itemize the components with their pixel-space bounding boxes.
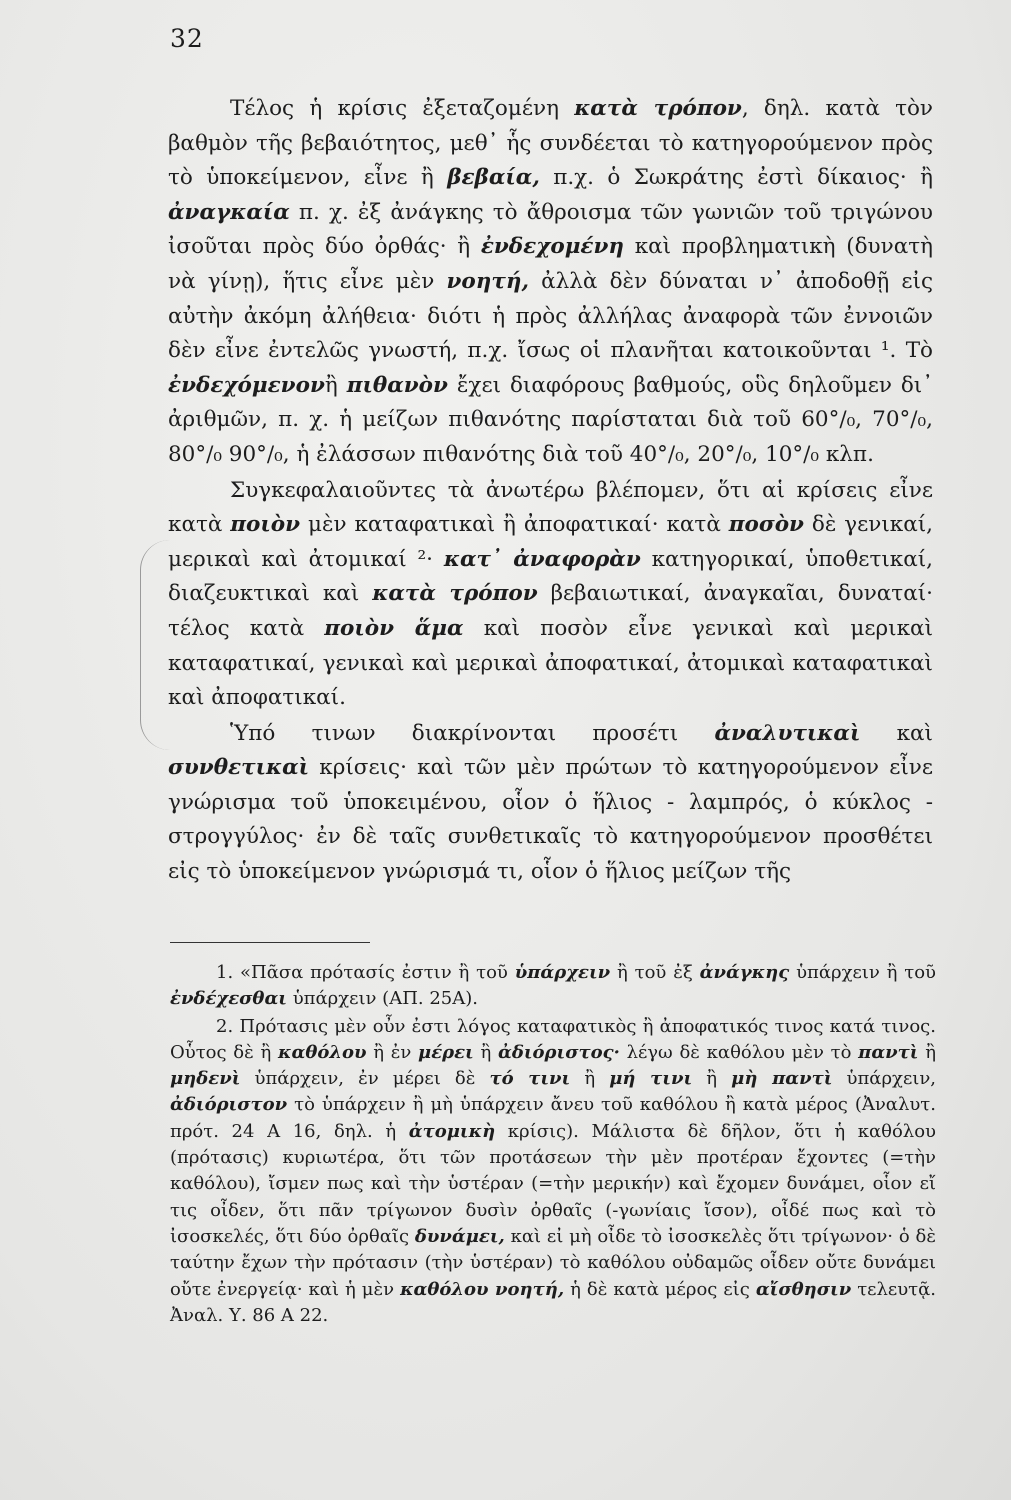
emphasis-term: κατὰ τρόπον xyxy=(372,581,538,607)
paragraph-summary xyxy=(168,474,933,716)
footnote-emphasis: αἴσθησιν xyxy=(755,1278,852,1300)
emphasis-term: ποιὸν xyxy=(230,512,301,538)
emphasis-term: πιθανὸν xyxy=(346,372,448,398)
page-number: 32 xyxy=(170,24,204,53)
footnote-divider xyxy=(170,942,370,943)
emphasis-term: νοητή, xyxy=(446,268,529,294)
footnote-emphasis: ὑπάρχειν xyxy=(514,962,611,983)
text-run: μὲν καταφατικαὶ ἢ ἀποφατικαί· κατὰ xyxy=(300,512,729,538)
footnotes xyxy=(170,960,936,1329)
text-run: ἢ xyxy=(324,372,347,398)
footnote-1 xyxy=(170,960,936,1013)
footnote-emphasis: δυνάμει, xyxy=(414,1225,505,1247)
emphasis-term: ἀναγκαία xyxy=(168,199,290,225)
footnote-emphasis: παντὶ xyxy=(858,1041,919,1063)
emphasis-term: ἐνδεχόμενον xyxy=(168,372,325,398)
footnote-text: ὑπάρχειν (ΑΠ. 25Α). xyxy=(287,988,478,1010)
footnote-text: ἢ xyxy=(570,1068,610,1090)
footnote-text: καὶ εἰ μὴ οἶδε τὸ ἰσοσκελὲς ὅτι τρίγωνον· ὁ δὲ ταύτην ἔχων τὴν πρότασιν (τὴν ὑστέραν) τὸ καθόλου οὐδαμῶς οἶδεν οὔτε δυνάμει οὔτε ἐνεργείᾳ· καὶ ἡ μὲν xyxy=(170,1225,936,1300)
text-run: π. χ. ἐξ ἀνάγκης τὸ ἄθροισμα τῶν γωνιῶν τοῦ τριγώνου ἰσοῦται πρὸς δύο ὀρθάς· ἢ xyxy=(168,199,933,260)
text-run: καὶ ποσὸν εἶνε γενικαὶ καὶ μερικαὶ καταφατικαί, γενικαὶ καὶ μερικαὶ ἀποφατικαί, ἀτομικαὶ καταφατικαὶ καὶ ἀποφατικαί. xyxy=(168,615,933,711)
emphasis-term: κατὰ τρόπον xyxy=(574,96,742,121)
text-run: κρίσεις· καὶ τῶν μὲν πρώτων τὸ κατηγορούμενον εἶνε γνώρισμα τοῦ ὑποκειμένου, οἷον ὁ ἥλιος - λαμπρός, ὁ κύκλος - στρογγύλος· ἐν δὲ ταῖς συνθετικαῖς τὸ κατηγορούμενον προσθέτει εἰς τὸ ὑποκείμενον γνώρισμά τι, οἷον ὁ ἥλιος μείζων τῆς xyxy=(168,755,933,885)
text-run: , δηλ. κατὰ τὸν βαθμὸν τῆς βεβαιότητος, μεθ᾽ ἧς συνδέεται τὸ κατηγορούμενον πρὸς τὸ ὑποκείμενον, εἶνε ἢ xyxy=(168,96,933,191)
footnote-text: λέγω δὲ καθόλου μὲν τὸ xyxy=(619,1041,859,1063)
footnote-emphasis: ἀνάγκης xyxy=(699,962,790,983)
text-run: Τέλος ἡ κρίσις ἐξεταζομένη xyxy=(230,96,575,121)
text-run: ἀλλὰ δὲν δύναται ν᾽ ἀποδοθῇ εἰς αὐτὴν ἀκόμη ἀλήθεια· διότι ἡ πρὸς ἀλλήλας ἀναφορὰ τῶν ἐννοιῶν δὲν εἶνε ἐντελῶς γνωστή, π.χ. ἴσως οἱ πλανῆται κατοικοῦνται ¹. Τὸ xyxy=(168,268,933,364)
footnote-2 xyxy=(170,1014,936,1330)
text-run: καὶ xyxy=(860,720,933,746)
footnote-emphasis: καθόλου νοητή, xyxy=(400,1278,565,1300)
footnote-emphasis: ἐνδέχεσθαι xyxy=(170,988,287,1010)
emphasis-term: ἀναλυτικαὶ xyxy=(714,720,861,746)
text-run: δὲ γενικαί, μερικαὶ καὶ ἀτομικαί ²· xyxy=(168,512,934,572)
footnote-text: ἢ xyxy=(918,1041,936,1063)
footnote-text: ἢ τοῦ ἐξ xyxy=(610,962,700,983)
text-run: βεβαιωτικαί, ἀναγκαῖαι, δυναταί· τέλος κατὰ xyxy=(168,581,933,641)
footnote-text: 1. «Πᾶσα πρότασίς ἐστιν ἢ τοῦ xyxy=(216,962,515,983)
footnote-text: τὸ ὑπάρχειν ἢ μὴ ὑπάρχειν ἄνευ τοῦ καθόλου ἢ κατὰ μέρος (Ἀναλυτ. πρότ. 24 Α 16, δηλ. ἡ xyxy=(170,1094,936,1142)
emphasis-term: ἐνδεχομένη xyxy=(480,234,625,260)
footnote-emphasis: μέρει xyxy=(418,1041,474,1063)
footnote-text: κρίσις). Μάλιστα δὲ δῆλον, ὅτι ἡ καθόλου (πρότασις) κυριωτέρα, ὅτι τῶν προτάσεων τὴν μὲν προτέραν ἔχοντες (=τὴν καθόλου), ἴσμεν πως καὶ τὴν ὑστέραν (=τὴν μερικήν) καὶ ἔχομεν δυνάμει, οἷον εἴ τις οἶδεν, ὅτι πᾶν τρίγωνον δυσὶν ὀρθαῖς (-γωνίαις ἴσον), οἶδέ πως καὶ τὸ ἰσοσκελές, ὅτι δύο ὀρθαῖς xyxy=(170,1120,936,1247)
footnote-emphasis: μή τινι xyxy=(609,1068,693,1090)
text-run: καὶ προβληματικὴ (δυνατὴ νὰ γίνῃ), ἥτις εἶνε μὲν xyxy=(168,234,933,294)
main-text-body xyxy=(168,92,933,890)
footnote-emphasis: ἀτομικὴ xyxy=(408,1120,496,1142)
footnote-text: ἢ xyxy=(473,1041,498,1063)
emphasis-term: ποσὸν xyxy=(728,512,804,538)
footnote-text: 2. Πρότασις μὲν οὖν ἐστι λόγος καταφατικὸς ἢ ἀποφατικός τινος κατά τινος. Οὗτος δὲ ἢ xyxy=(170,1015,936,1063)
footnote-text: ἡ δὲ κατὰ μέρος εἰς xyxy=(564,1278,756,1300)
text-run: Ὑπό τινων διακρίνονται προσέτι xyxy=(230,720,715,746)
footnote-emphasis: καθόλου xyxy=(278,1041,367,1063)
paragraph-analytic-synthetic xyxy=(168,717,933,890)
text-run: ἔχει διαφόρους βαθμούς, οὓς δηλοῦμεν δι᾽ ἀριθμῶν, π. χ. ἡ μείζων πιθανότης παρίσταται διὰ τοῦ 60°/₀, 70°/₀, 80°/₀ 90°/₀, ἡ ἐλάσσων πιθανότης διὰ τοῦ 40°/₀, 20°/₀, 10°/₀ κλπ. xyxy=(168,372,933,467)
footnote-text: ὑπάρχειν, xyxy=(832,1068,936,1090)
footnote-emphasis: ἀδιόριστον xyxy=(170,1094,288,1116)
footnote-emphasis: μὴ παντὶ xyxy=(731,1068,833,1090)
text-run: Συγκεφαλαιοῦντες τὰ ἀνωτέρω βλέπομεν, ὅτι αἱ κρίσεις εἶνε κατὰ xyxy=(168,477,933,538)
footnote-emphasis: μηδενὶ xyxy=(170,1068,241,1090)
emphasis-term: βεβαία, xyxy=(447,165,540,191)
footnote-text: τελευτᾷ. Ἀναλ. Υ. 86 Α 22. xyxy=(170,1278,936,1326)
emphasis-term: συνθετικαὶ xyxy=(168,755,310,781)
footnote-emphasis: τό τινι xyxy=(489,1068,571,1090)
footnote-emphasis: ἀδιόριστος· xyxy=(497,1041,620,1063)
footnote-text: ἢ xyxy=(692,1068,732,1090)
paragraph-modality xyxy=(168,92,933,473)
margin-pencil-mark xyxy=(140,540,171,750)
footnote-text: ὑπάρχειν, ἐν μέρει δὲ xyxy=(240,1068,490,1090)
text-run: κατηγορικαί, ὑποθετικαί, διαζευκτικαὶ καὶ xyxy=(168,546,933,607)
text-run: π.χ. ὁ Σωκράτης ἐστὶ δίκαιος· ἢ xyxy=(539,165,934,191)
emphasis-term: κατ᾽ ἀναφορὰν xyxy=(443,546,641,572)
emphasis-term: ποιὸν ἅμα xyxy=(324,615,464,641)
footnote-text: ἢ ἐν xyxy=(366,1041,419,1063)
footnote-text: ὑπάρχειν ἢ τοῦ xyxy=(789,962,936,983)
